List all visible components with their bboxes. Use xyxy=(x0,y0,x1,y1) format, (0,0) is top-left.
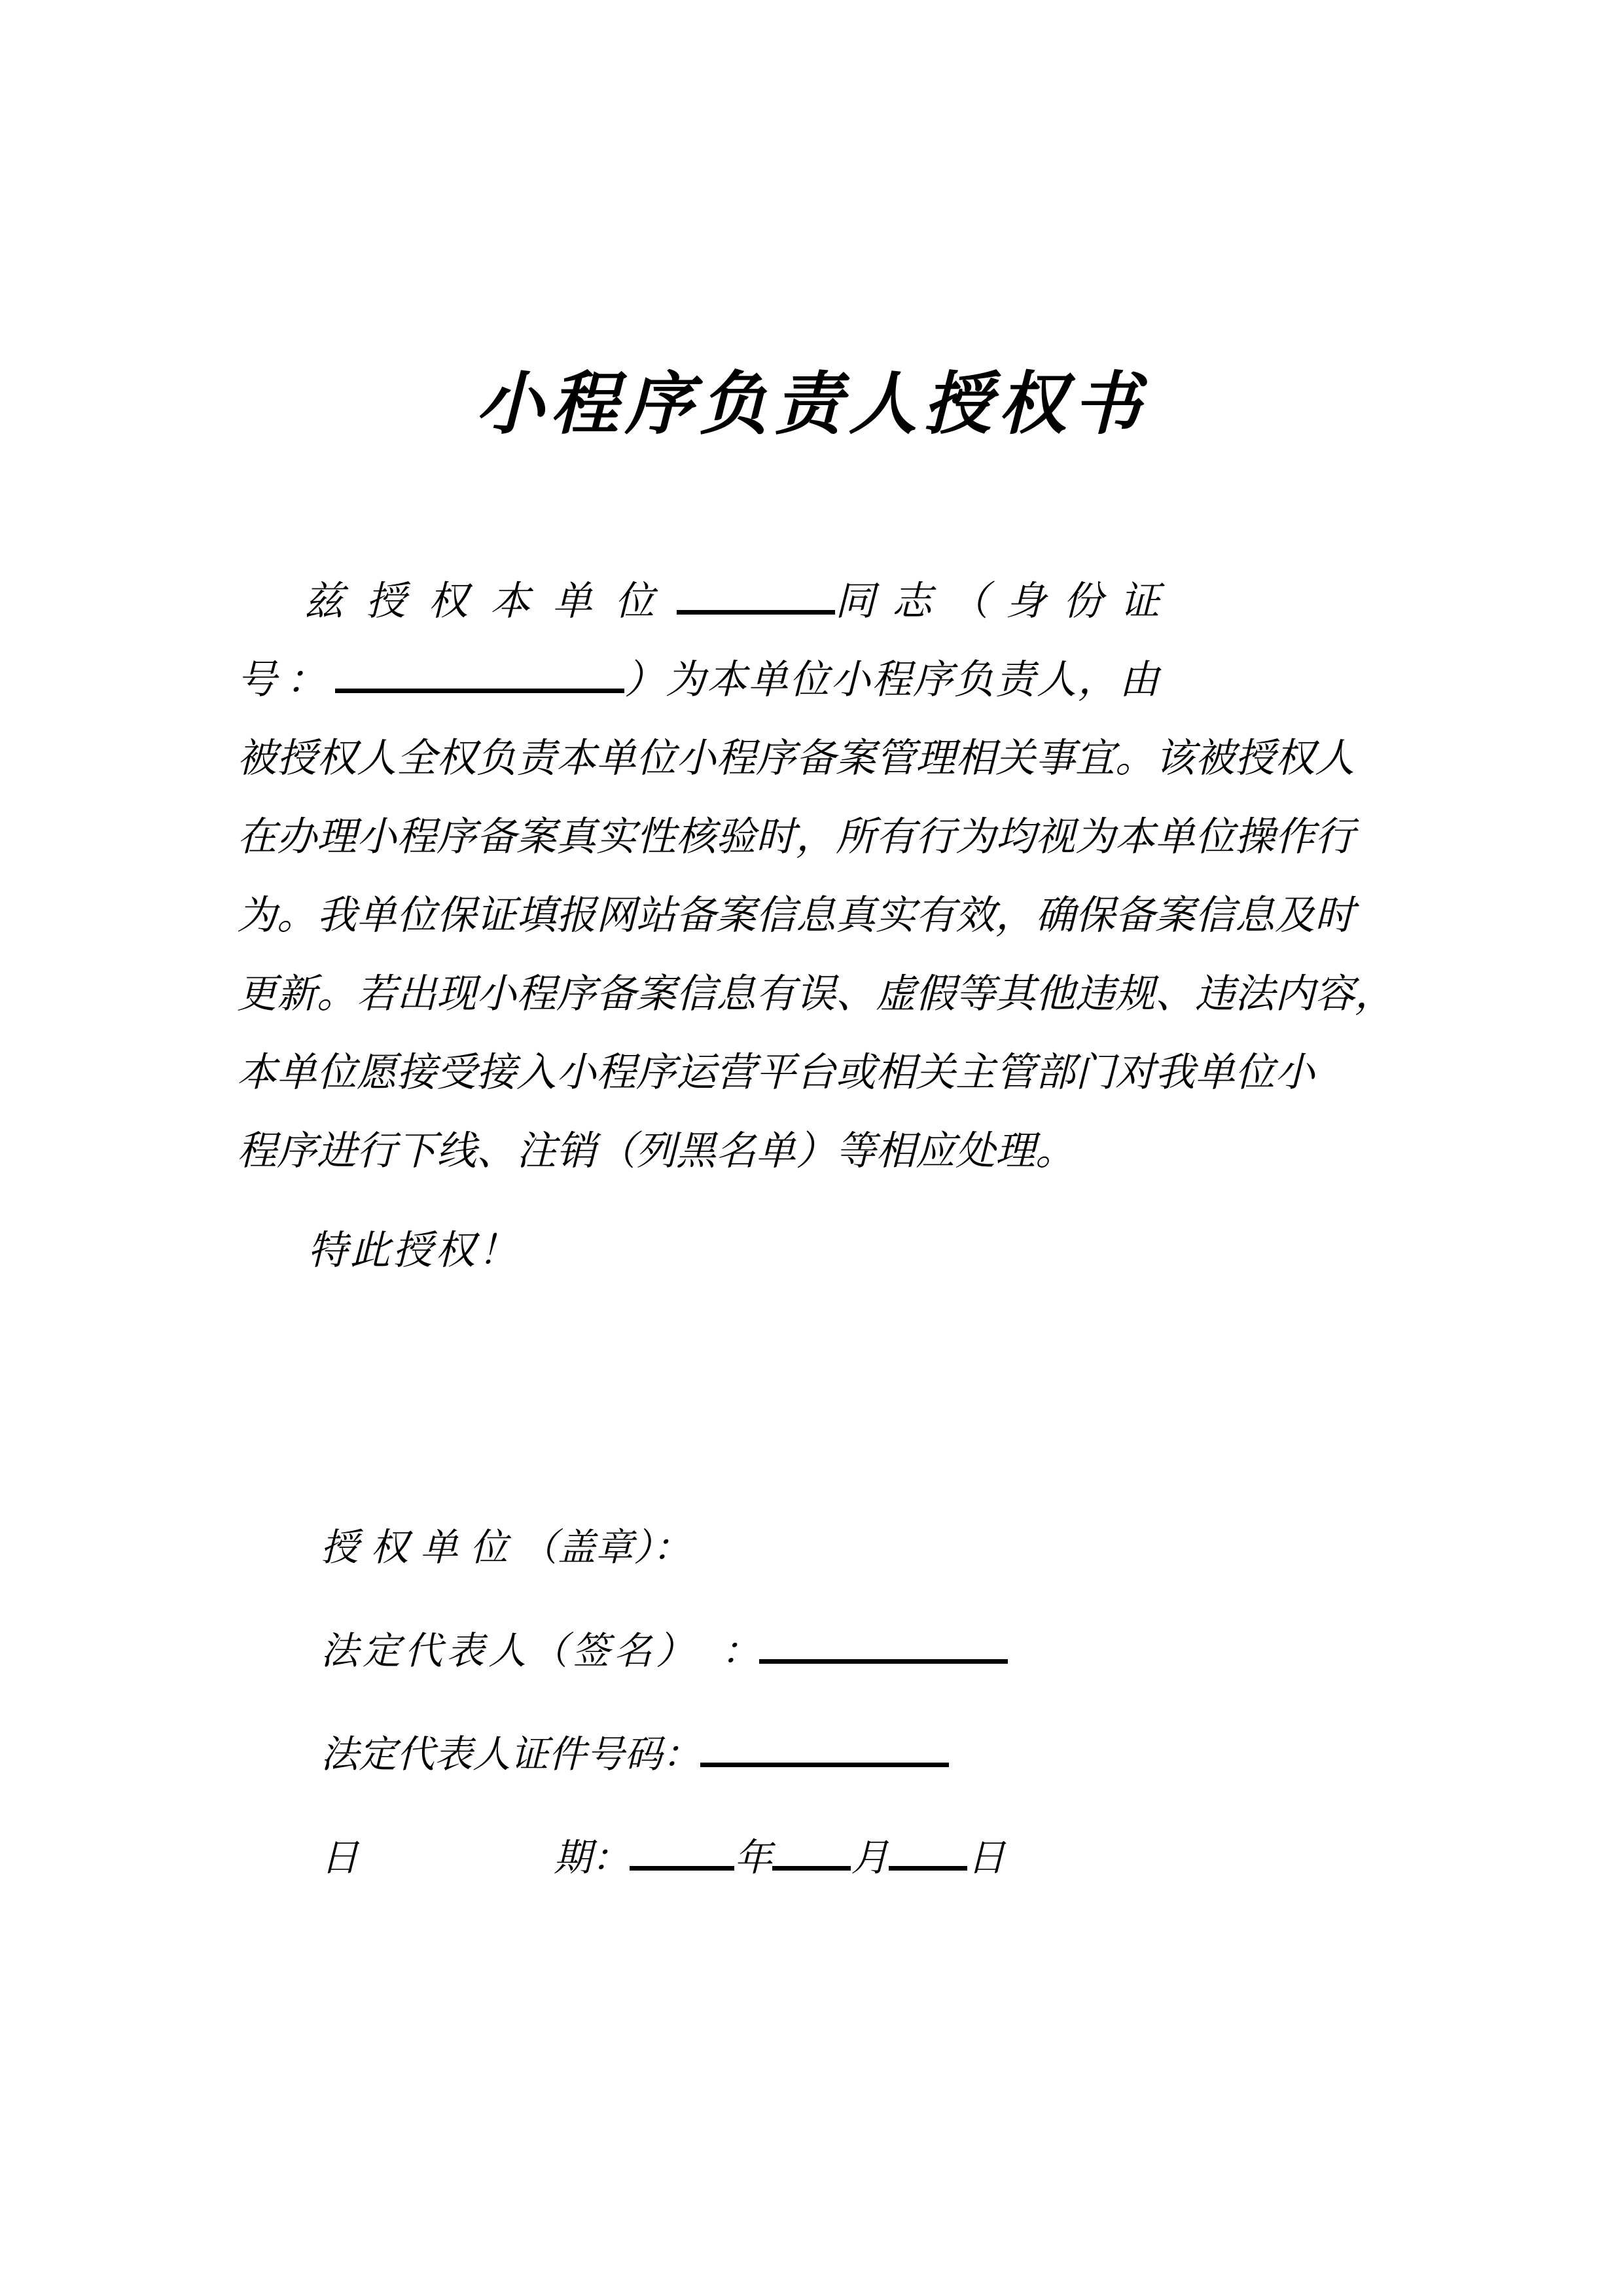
body-paragraph xyxy=(237,563,1395,1191)
date-day-unit: 日 xyxy=(967,1837,1006,1879)
date-line xyxy=(321,1816,1368,1901)
body-line-6 xyxy=(237,956,1395,1034)
body-line-3 xyxy=(237,720,1369,798)
legal-rep-colon: ： xyxy=(721,1630,760,1672)
body-line-2 xyxy=(237,641,1369,720)
legal-rep-signature-rule[interactable] xyxy=(759,1632,1008,1664)
body-line-4 xyxy=(237,798,1369,877)
body-line-5 xyxy=(237,877,1369,956)
id-number-fill-in-rule[interactable] xyxy=(335,660,624,693)
date-colon: ： xyxy=(592,1837,630,1879)
legal-rep-id-rule[interactable] xyxy=(700,1735,949,1767)
date-year-rule[interactable] xyxy=(630,1839,734,1871)
stamp-line xyxy=(321,1505,1368,1590)
date-month-rule[interactable] xyxy=(772,1839,851,1871)
body-line-1 xyxy=(237,563,1369,641)
legal-rep-signature-line xyxy=(321,1609,1368,1694)
body-line-8 xyxy=(237,1113,1369,1191)
body-line-2-lead: 号： xyxy=(237,658,336,702)
signature-block xyxy=(321,1505,1368,1901)
body-line-3-text: 被授权人全权负责本单位小程序备案管理相关事宜。该被授权人 xyxy=(237,737,1355,781)
body-line-8-text: 程序进行下线、注销（列黑名单）等相应处理。 xyxy=(237,1130,1076,1174)
body-line-2-tail: ）为本单位小程序负责人，由 xyxy=(624,658,1161,702)
legal-rep-id-label: 法定代表人证件号码： xyxy=(321,1733,701,1776)
legal-rep-id-line xyxy=(321,1712,1368,1797)
stamp-label-spaced: 授权单位 xyxy=(321,1526,520,1569)
legal-rep-label: 法定代表人（签名） xyxy=(321,1630,698,1672)
name-fill-in-rule[interactable] xyxy=(677,581,835,615)
body-line-6-text: 更新。若出现小程序备案信息有误、虚假等其他违规、违法内容， xyxy=(237,973,1395,1016)
page-title: 小程序负责人授权书 xyxy=(475,363,1147,444)
body-line-7 xyxy=(237,1034,1369,1113)
body-line-5-text: 为。我单位保证填报网站备案信息真实有效，确保备案信息及时 xyxy=(237,894,1355,938)
body-line-1-lead: 兹授权本单位 xyxy=(304,580,677,624)
closing-note: 特此授权！ xyxy=(308,1229,521,1273)
date-label-first: 日 xyxy=(321,1837,359,1879)
date-label-second: 期 xyxy=(554,1837,592,1879)
body-line-4-text: 在办理小程序备案真实性核验时，所有行为均视为本单位操作行 xyxy=(237,816,1355,859)
body-line-1-tail: 同志（身份证 xyxy=(835,580,1177,624)
date-month-unit: 月 xyxy=(851,1837,889,1879)
body-line-7-text: 本单位愿接受接入小程序运营平台或相关主管部门对我单位小 xyxy=(237,1051,1315,1095)
stamp-label-tail: （盖章）： xyxy=(520,1526,691,1569)
date-day-rule[interactable] xyxy=(889,1839,967,1871)
date-year-unit: 年 xyxy=(734,1837,773,1879)
